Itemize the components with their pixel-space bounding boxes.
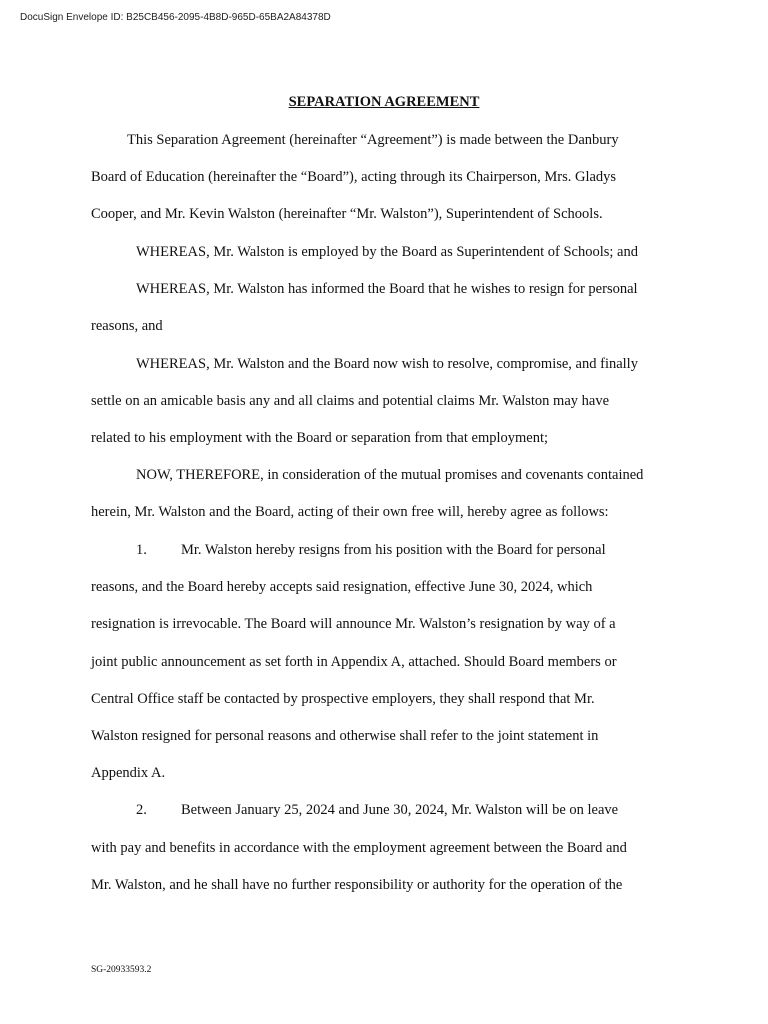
section-line: Mr. Walston hereby resigns from his position with the Board for personal: [181, 542, 606, 558]
section-line: Central Office staff be contacted by prospective employers, they shall respond that Mr.: [91, 691, 595, 707]
document-title: SEPARATION AGREEMENT: [288, 94, 480, 110]
section-line: Walston resigned for personal reasons and otherwise shall refer to the joint statement in: [91, 728, 599, 744]
intro-line: This Separation Agreement (hereinafter “Agreement”) is made between the Danbury: [127, 132, 619, 148]
docusign-envelope-id: DocuSign Envelope ID: B25CB456-2095-4B8D-965D-65BA2A84378D: [20, 12, 331, 23]
section-line: Appendix A.: [91, 765, 166, 781]
section-line: joint public announcement as set forth in Appendix A, attached. Should Board members or: [91, 654, 617, 670]
section-number: 2.: [136, 802, 147, 818]
whereas-clause-line: WHEREAS, Mr. Walston has informed the Board that he wishes to resign for personal: [136, 281, 638, 297]
now-therefore-line: herein, Mr. Walston and the Board, acting of their own free will, hereby agree as follows:: [91, 504, 609, 520]
section-line: Between January 25, 2024 and June 30, 2024, Mr. Walston will be on leave: [181, 802, 619, 818]
whereas-clause-line: reasons, and: [91, 318, 163, 334]
section-number: 1.: [136, 542, 147, 558]
whereas-clause-line: WHEREAS, Mr. Walston is employed by the Board as Superintendent of Schools; and: [136, 244, 638, 260]
section-line: reasons, and the Board hereby accepts said resignation, effective June 30, 2024, which: [91, 579, 593, 595]
now-therefore-line: NOW, THEREFORE, in consideration of the mutual promises and covenants contained: [136, 467, 644, 483]
whereas-clause-line: related to his employment with the Board or separation from that employment;: [91, 430, 549, 446]
intro-line: Cooper, and Mr. Kevin Walston (hereinafter “Mr. Walston”), Superintendent of Schools.: [91, 206, 603, 222]
section-line: Mr. Walston, and he shall have no further responsibility or authority for the operation of the: [91, 877, 623, 893]
whereas-clause-line: WHEREAS, Mr. Walston and the Board now wish to resolve, compromise, and finally: [136, 356, 638, 372]
section-line: with pay and benefits in accordance with the employment agreement between the Board and: [91, 840, 627, 856]
intro-line: Board of Education (hereinafter the “Board”), acting through its Chairperson, Mrs. Gladys: [91, 169, 617, 185]
document-code: SG-20933593.2: [91, 965, 152, 975]
section-line: resignation is irrevocable. The Board will announce Mr. Walston’s resignation by way of a: [91, 616, 616, 632]
whereas-clause-line: settle on an amicable basis any and all claims and potential claims Mr. Walston may have: [91, 393, 610, 409]
